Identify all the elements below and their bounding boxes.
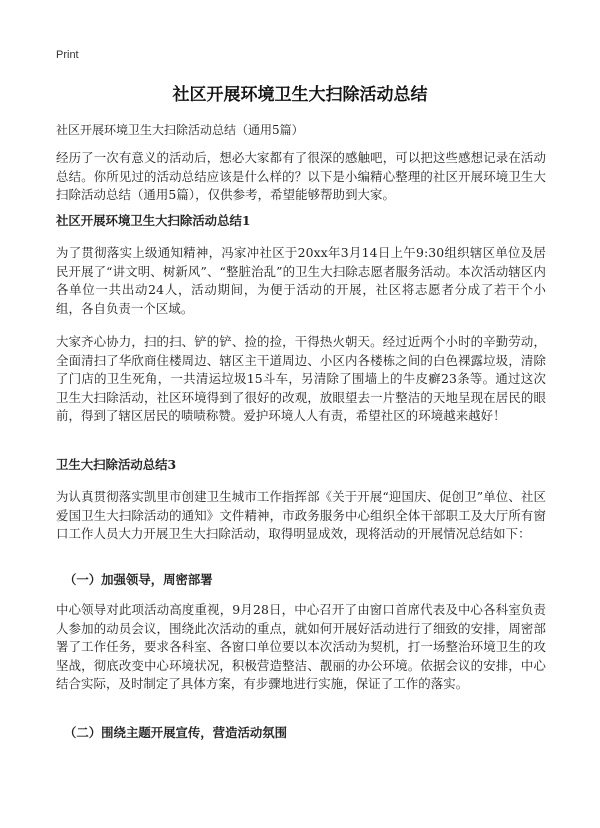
section-3-heading: 卫生大扫除活动总结3: [56, 457, 177, 472]
section-1-paragraph-1: 为了贯彻落实上级通知精神，冯家冲社区于20xx年3月14日上午9:30组织辖区单位及居民开展了“讲文明、树新风”、“整脏治乱”的卫生大扫除志愿者服务活动。本次活动辖区内各单位一共出动24人，活动期间，为便于活动的开展，社区将志愿者分成了若干个小组，各自负责一个区域。: [56, 245, 546, 316]
section-3-paragraph-2: 中心领导对此项活动高度重视，9月28日，中心召开了由窗口首席代表及中心各科室负责人参加的动员会议，围绕此次活动的重点，就如何开展好活动进行了细致的安排，周密部署了工作任务，要求各科室、各窗口单位要以本次活动为契机，打一场整治环境卫生的攻坚战，彻底改变中心环境状况，积极营造整洁、靓丽的办公环境。依据会议的安排，中心结合实际，及时制定了具体方案，有步骤地进行实施，保证了工作的落实。: [56, 602, 546, 691]
subsection-2-heading: （二）围绕主题开展宣传，营造活动氛围: [64, 725, 288, 740]
print-link[interactable]: Print: [56, 49, 79, 61]
section-1-paragraph-2: 大家齐心协力，扫的扫、铲的铲、捡的捡，干得热火朝天。经过近两个小时的辛勤劳动，全面清扫了华欣商住楼周边、辖区主干道周边、小区内各楼栋之间的白色裸露垃圾，清除了门店的卫生死角，一共清运垃圾15斗车，另清除了围墙上的牛皮癣23条等。通过这次卫生大扫除活动，社区环境得到了很好的改观，放眼望去一片整洁的天地呈现在居民的眼前，得到了辖区居民的啧啧称赞。爱护环境人人有责，希望社区的环境越来越好！: [56, 334, 546, 423]
page-title: 社区开展环境卫生大扫除活动总结: [172, 85, 428, 105]
subsection-1-heading: （一）加强领导，周密部署: [64, 572, 213, 587]
section-1-heading: 社区开展环境卫生大扫除活动总结1: [56, 213, 251, 228]
section-3-paragraph-1: 为认真贯彻落实凯里市创建卫生城市工作指挥部《关于开展“迎国庆、促创卫”单位、社区爱国卫生大扫除活动的通知》文件精神，市政务服务中心组织全体干部职工及大厅所有窗口工作人员大力开展卫生大扫除活动，取得明显成效，现将活动的开展情况总结如下：: [56, 489, 546, 541]
intro-paragraph: 经历了一次有意义的活动后，想必大家都有了很深的感触吧，可以把这些感想记录在活动总结。你所见过的活动总结应该是什么样的？以下是小编精心整理的社区开展环境卫生大扫除活动总结（通用5篇），仅供参考，希望能够帮助到大家。: [56, 150, 546, 202]
document-subtitle: 社区开展环境卫生大扫除活动总结（通用5篇）: [56, 123, 304, 137]
